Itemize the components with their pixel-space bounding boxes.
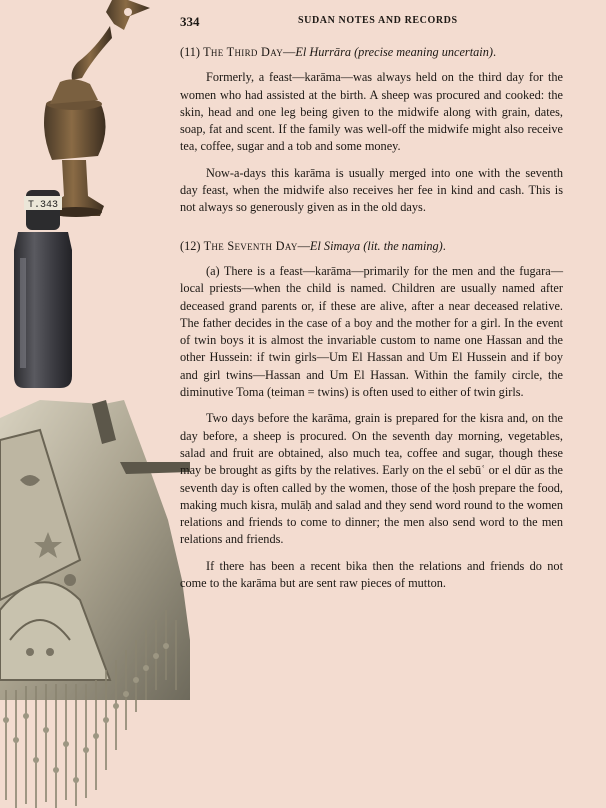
- silver-amulet-image: [0, 400, 190, 808]
- paragraph: Now-a-days this karāma is usually merged into one with the seventh day feast, when the midwife also receives her fee in kind and cash. This is not always so generously given as in the old days.: [180, 165, 563, 215]
- section-heading-11: (11) The Third Day—El Hurrāra (precise meaning uncertain).: [180, 45, 497, 59]
- artifact-photo-collage: [0, 0, 190, 808]
- section-heading-12: (12) The Seventh Day—El Simaya (lit. the naming).: [180, 238, 446, 253]
- paragraph: Two days before the karāma, grain is prepared for the kisra and, on the day before, a sheep is procured. On the seventh day morning, vegetables, salad and fruit are obtained, also much tea, coffee and sugar, though these may be brought as gifts by the relatives. Early on the el sebūʿ or el dūr as the seventh day is often called by the women, those of the ḥosh prepare the food, making much kisra, mulāḥ and salad and they send word round to the women relations and friends to come to dinner; the men also send word to the men relations and friends.: [180, 411, 563, 547]
- paragraph: (a) There is a feast—karāma—primarily for the men and the fugara—local priests—when the child is named. Children are usually named after deceased grand parents or, if these are alive, after a near deceased relative. The father decides in the case of a boy and the mother for a girl. In the event of twin boys it is almost the invariable custom to name one Hassan and the other Hussein: if twin girls—Um El Hassan and Um El Hussein and if boy and girl twins—Hassan and Um El Hassan. Within the family circle, the diminutive Toma (teiman = twins) is often used to either of twin girls.: [180, 263, 563, 400]
- paragraph: Formerly, a feast—karāma—was always held on the third day for the women who had assisted at the birth. A sheep was procured and cooked: the skin, head and one leg being given to the midwife along with grain, dates, soap, fat and scent. If the family was well-off the midwife might also receive tea, coffee, sugar and a tob and some money.: [180, 70, 563, 154]
- dark-bottle-image: [14, 190, 72, 388]
- brass-ornament-image: [44, 0, 150, 217]
- paragraph: If there has been a recent bika then the relations and friends do not come to the karāma but are sent raw pieces of mutton.: [180, 558, 563, 591]
- article-body: [180, 44, 563, 592]
- page-header: [180, 14, 590, 34]
- page-number: 334: [180, 14, 200, 29]
- running-head: SUDAN NOTES AND RECORDS: [298, 15, 458, 26]
- bottle-label: T.343: [28, 200, 59, 211]
